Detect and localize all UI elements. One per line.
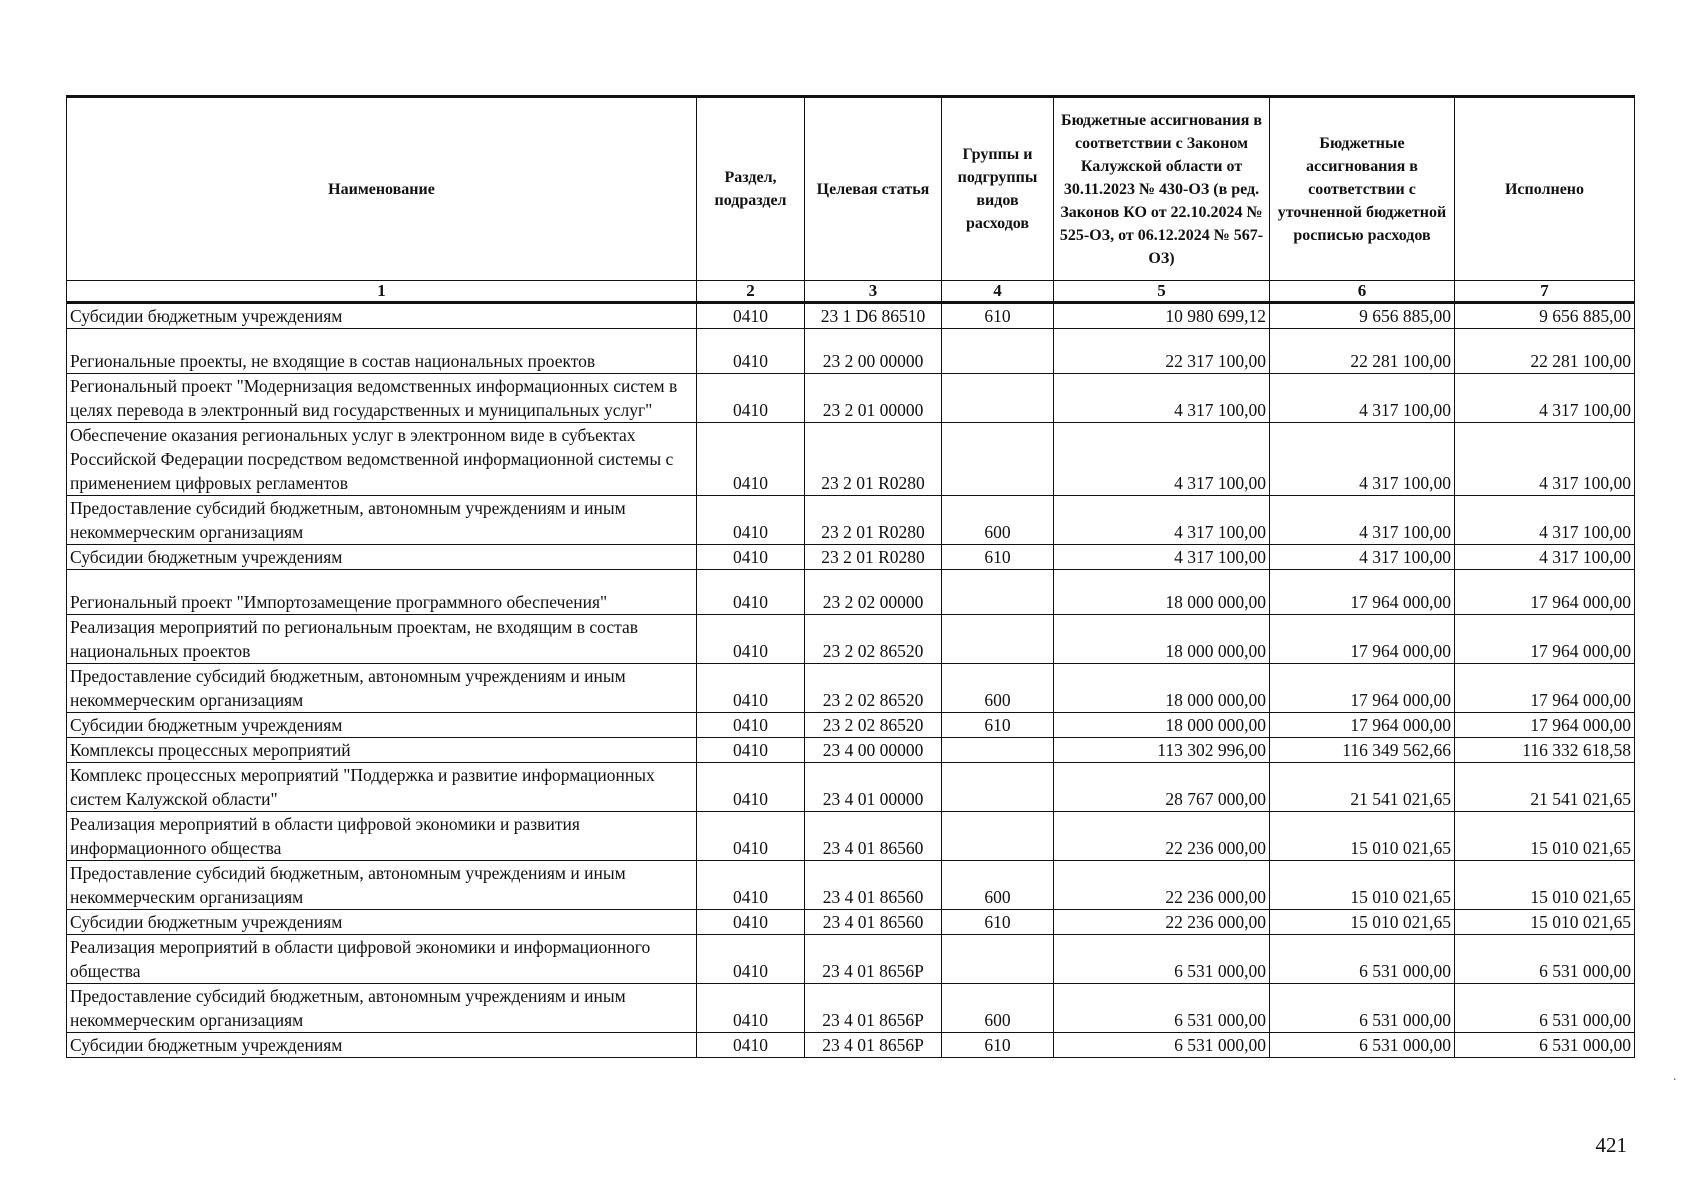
row-article: 23 2 02 86520 — [805, 713, 942, 738]
table-row — [67, 374, 1635, 423]
row-section: 0410 — [697, 738, 805, 763]
header-name: Наименование — [67, 97, 697, 281]
row-executed-amount: 6 531 000,00 — [1455, 984, 1635, 1033]
row-law-amount: 6 531 000,00 — [1054, 935, 1270, 984]
table-row — [67, 738, 1635, 763]
row-section: 0410 — [697, 303, 805, 329]
row-group: 610 — [942, 713, 1054, 738]
row-name: Предоставление субсидий бюджетным, автономным учреждениям и иным некоммерческим организациям — [67, 496, 697, 545]
row-plan-amount: 116 349 562,66 — [1270, 738, 1455, 763]
column-number: 4 — [942, 281, 1054, 303]
header-row — [67, 97, 1635, 281]
row-group — [942, 374, 1054, 423]
row-name: Комплекс процессных мероприятий "Поддержка и развитие информационных систем Калужской области" — [67, 763, 697, 812]
table-row — [67, 984, 1635, 1033]
row-name: Региональные проекты, не входящие в состав национальных проектов — [67, 329, 697, 374]
row-plan-amount: 17 964 000,00 — [1270, 570, 1455, 615]
row-executed-amount: 22 281 100,00 — [1455, 329, 1635, 374]
row-executed-amount: 15 010 021,65 — [1455, 812, 1635, 861]
row-executed-amount: 17 964 000,00 — [1455, 713, 1635, 738]
table-header — [67, 97, 1635, 303]
row-article: 23 4 01 8656P — [805, 1033, 942, 1058]
header-plan-allocations: Бюджетные ассигнования в соответствии с уточненной бюджетной росписью расходов — [1270, 97, 1455, 281]
row-plan-amount: 6 531 000,00 — [1270, 984, 1455, 1033]
column-number: 5 — [1054, 281, 1270, 303]
table-row — [67, 935, 1635, 984]
column-number: 6 — [1270, 281, 1455, 303]
row-group — [942, 570, 1054, 615]
row-plan-amount: 9 656 885,00 — [1270, 303, 1455, 329]
row-plan-amount: 15 010 021,65 — [1270, 910, 1455, 935]
table-row — [67, 329, 1635, 374]
row-section: 0410 — [697, 713, 805, 738]
row-executed-amount: 4 317 100,00 — [1455, 496, 1635, 545]
row-plan-amount: 4 317 100,00 — [1270, 423, 1455, 496]
table-row — [67, 615, 1635, 664]
row-group: 610 — [942, 1033, 1054, 1058]
row-article: 23 1 D6 86510 — [805, 303, 942, 329]
row-name: Предоставление субсидий бюджетным, автономным учреждениям и иным некоммерческим организациям — [67, 861, 697, 910]
header-executed: Исполнено — [1455, 97, 1635, 281]
table-row — [67, 423, 1635, 496]
row-group — [942, 615, 1054, 664]
row-section: 0410 — [697, 423, 805, 496]
table-row — [67, 763, 1635, 812]
row-article: 23 2 01 R0280 — [805, 423, 942, 496]
row-article: 23 4 01 8656P — [805, 984, 942, 1033]
row-section: 0410 — [697, 861, 805, 910]
row-plan-amount: 15 010 021,65 — [1270, 812, 1455, 861]
row-executed-amount: 4 317 100,00 — [1455, 374, 1635, 423]
row-section: 0410 — [697, 496, 805, 545]
row-name: Субсидии бюджетным учреждениям — [67, 713, 697, 738]
row-plan-amount: 4 317 100,00 — [1270, 545, 1455, 570]
row-executed-amount: 17 964 000,00 — [1455, 570, 1635, 615]
header-law-allocations: Бюджетные ассигнования в соответствии с Законом Калужской области от 30.11.2023 № 430-ОЗ (в ред. Законов КО от 22.10.2024 № 525-ОЗ, от 06.12.2024 № 567-ОЗ) — [1054, 97, 1270, 281]
table-row — [67, 570, 1635, 615]
row-section: 0410 — [697, 664, 805, 713]
row-section: 0410 — [697, 910, 805, 935]
row-name: Предоставление субсидий бюджетным, автономным учреждениям и иным некоммерческим организациям — [67, 664, 697, 713]
row-executed-amount: 9 656 885,00 — [1455, 303, 1635, 329]
row-plan-amount: 15 010 021,65 — [1270, 861, 1455, 910]
row-executed-amount: 17 964 000,00 — [1455, 615, 1635, 664]
row-name: Обеспечение оказания региональных услуг в электронном виде в субъектах Российской Федерации посредством ведомственной информационной системы с применением цифровых регламентов — [67, 423, 697, 496]
budget-table — [66, 95, 1635, 1058]
row-name: Реализация мероприятий по региональным проектам, не входящим в состав национальных проектов — [67, 615, 697, 664]
row-name: Реализация мероприятий в области цифровой экономики и развития информационного общества — [67, 812, 697, 861]
column-number: 7 — [1455, 281, 1635, 303]
row-section: 0410 — [697, 329, 805, 374]
row-law-amount: 6 531 000,00 — [1054, 1033, 1270, 1058]
row-article: 23 4 00 00000 — [805, 738, 942, 763]
row-plan-amount: 4 317 100,00 — [1270, 496, 1455, 545]
row-law-amount: 4 317 100,00 — [1054, 545, 1270, 570]
row-plan-amount: 6 531 000,00 — [1270, 1033, 1455, 1058]
scan-mark: · — [1672, 1073, 1677, 1088]
row-group: 610 — [942, 545, 1054, 570]
table-row — [67, 910, 1635, 935]
row-group — [942, 935, 1054, 984]
row-law-amount: 4 317 100,00 — [1054, 496, 1270, 545]
row-law-amount: 22 236 000,00 — [1054, 861, 1270, 910]
page-number: 421 — [1595, 1133, 1627, 1157]
row-law-amount: 22 317 100,00 — [1054, 329, 1270, 374]
table-row — [67, 545, 1635, 570]
row-group: 600 — [942, 861, 1054, 910]
row-law-amount: 28 767 000,00 — [1054, 763, 1270, 812]
row-name: Реализация мероприятий в области цифровой экономики и информационного общества — [67, 935, 697, 984]
row-section: 0410 — [697, 984, 805, 1033]
row-section: 0410 — [697, 763, 805, 812]
table-row — [67, 713, 1635, 738]
row-plan-amount: 21 541 021,65 — [1270, 763, 1455, 812]
row-plan-amount: 22 281 100,00 — [1270, 329, 1455, 374]
table-row — [67, 496, 1635, 545]
row-executed-amount: 4 317 100,00 — [1455, 423, 1635, 496]
row-group: 610 — [942, 303, 1054, 329]
row-law-amount: 22 236 000,00 — [1054, 812, 1270, 861]
row-law-amount: 6 531 000,00 — [1054, 984, 1270, 1033]
row-name: Субсидии бюджетным учреждениям — [67, 303, 697, 329]
row-executed-amount: 21 541 021,65 — [1455, 763, 1635, 812]
row-article: 23 4 01 8656P — [805, 935, 942, 984]
row-article: 23 4 01 86560 — [805, 910, 942, 935]
row-law-amount: 22 236 000,00 — [1054, 910, 1270, 935]
row-section: 0410 — [697, 935, 805, 984]
table-body — [67, 303, 1635, 1058]
row-executed-amount: 116 332 618,58 — [1455, 738, 1635, 763]
row-group — [942, 763, 1054, 812]
table-row — [67, 664, 1635, 713]
row-executed-amount: 15 010 021,65 — [1455, 861, 1635, 910]
row-group: 600 — [942, 664, 1054, 713]
row-plan-amount: 17 964 000,00 — [1270, 615, 1455, 664]
row-executed-amount: 6 531 000,00 — [1455, 935, 1635, 984]
row-law-amount: 18 000 000,00 — [1054, 713, 1270, 738]
row-section: 0410 — [697, 1033, 805, 1058]
row-article: 23 2 01 R0280 — [805, 545, 942, 570]
row-section: 0410 — [697, 545, 805, 570]
row-article: 23 2 02 86520 — [805, 615, 942, 664]
row-article: 23 4 01 00000 — [805, 763, 942, 812]
row-name: Региональный проект "Модернизация ведомственных информационных систем в целях перевода в электронный вид государственных и муниципальных услуг" — [67, 374, 697, 423]
row-executed-amount: 15 010 021,65 — [1455, 910, 1635, 935]
header-group: Группы и подгруппы видов расходов — [942, 97, 1054, 281]
row-group: 610 — [942, 910, 1054, 935]
row-group — [942, 812, 1054, 861]
row-name: Комплексы процессных мероприятий — [67, 738, 697, 763]
header-section: Раздел, подраздел — [697, 97, 805, 281]
row-name: Субсидии бюджетным учреждениям — [67, 1033, 697, 1058]
row-article: 23 4 01 86560 — [805, 812, 942, 861]
row-name: Региональный проект "Импортозамещение программного обеспечения" — [67, 570, 697, 615]
row-executed-amount: 4 317 100,00 — [1455, 545, 1635, 570]
column-number-row — [67, 281, 1635, 303]
row-plan-amount: 17 964 000,00 — [1270, 713, 1455, 738]
row-name: Предоставление субсидий бюджетным, автономным учреждениям и иным некоммерческим организациям — [67, 984, 697, 1033]
table-row — [67, 1033, 1635, 1058]
row-name: Субсидии бюджетным учреждениям — [67, 545, 697, 570]
row-law-amount: 4 317 100,00 — [1054, 374, 1270, 423]
row-plan-amount: 6 531 000,00 — [1270, 935, 1455, 984]
row-law-amount: 18 000 000,00 — [1054, 615, 1270, 664]
row-article: 23 2 01 R0280 — [805, 496, 942, 545]
row-name: Субсидии бюджетным учреждениям — [67, 910, 697, 935]
row-section: 0410 — [697, 615, 805, 664]
row-group: 600 — [942, 496, 1054, 545]
row-section: 0410 — [697, 374, 805, 423]
row-article: 23 2 01 00000 — [805, 374, 942, 423]
row-article: 23 2 00 00000 — [805, 329, 942, 374]
row-plan-amount: 17 964 000,00 — [1270, 664, 1455, 713]
table-row — [67, 861, 1635, 910]
row-article: 23 2 02 00000 — [805, 570, 942, 615]
column-number: 3 — [805, 281, 942, 303]
column-number: 1 — [67, 281, 697, 303]
row-law-amount: 10 980 699,12 — [1054, 303, 1270, 329]
row-executed-amount: 6 531 000,00 — [1455, 1033, 1635, 1058]
header-article: Целевая статья — [805, 97, 942, 281]
row-group — [942, 423, 1054, 496]
table-row — [67, 303, 1635, 329]
row-group — [942, 738, 1054, 763]
row-law-amount: 18 000 000,00 — [1054, 570, 1270, 615]
row-group — [942, 329, 1054, 374]
row-article: 23 4 01 86560 — [805, 861, 942, 910]
row-section: 0410 — [697, 570, 805, 615]
table-row — [67, 812, 1635, 861]
column-number: 2 — [697, 281, 805, 303]
row-group: 600 — [942, 984, 1054, 1033]
row-section: 0410 — [697, 812, 805, 861]
row-law-amount: 18 000 000,00 — [1054, 664, 1270, 713]
row-article: 23 2 02 86520 — [805, 664, 942, 713]
row-plan-amount: 4 317 100,00 — [1270, 374, 1455, 423]
row-law-amount: 113 302 996,00 — [1054, 738, 1270, 763]
row-law-amount: 4 317 100,00 — [1054, 423, 1270, 496]
row-executed-amount: 17 964 000,00 — [1455, 664, 1635, 713]
